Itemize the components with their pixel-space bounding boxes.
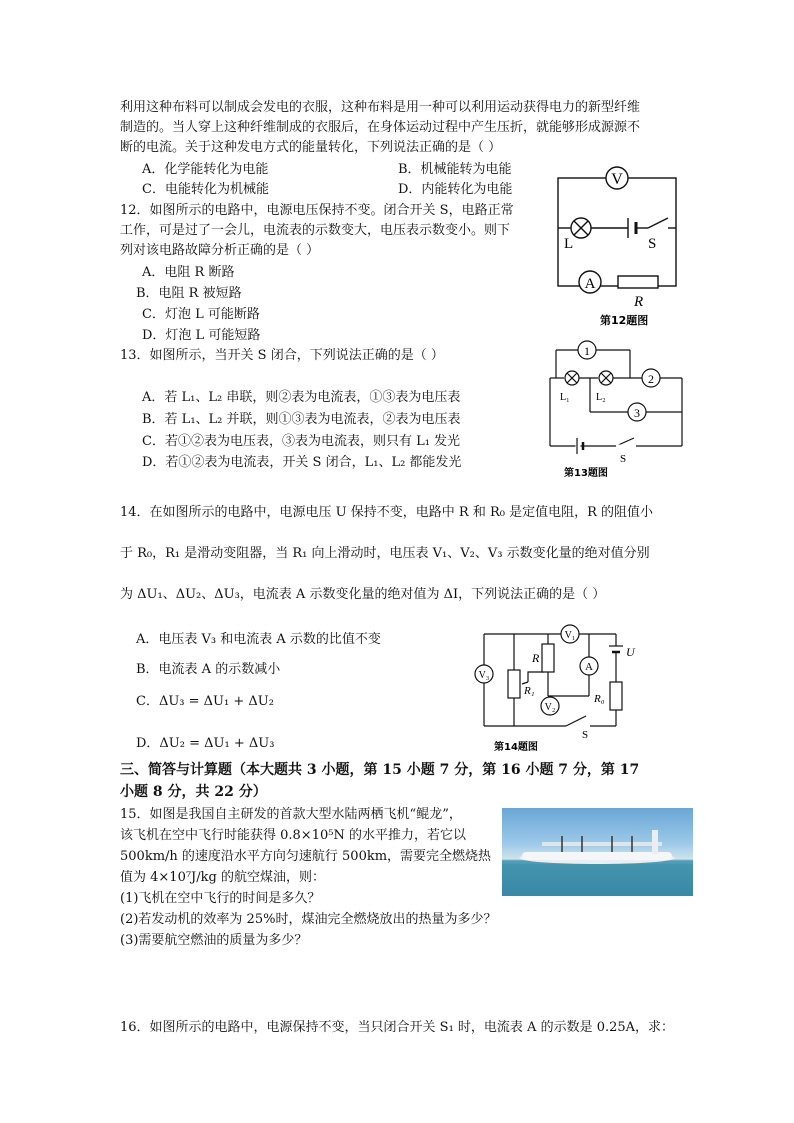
q14-option-b: B．电流表 A 的示数减小: [136, 662, 281, 677]
q12-line-3: 列对该电路故障分析正确的是（ ）: [120, 243, 320, 258]
fig13-switch-label: S: [620, 453, 627, 465]
fig13-meter-1-label: 1: [584, 344, 590, 358]
fig13-l2-label: L₂: [596, 392, 606, 403]
fig12-lamp-label: L: [564, 236, 574, 252]
fig14-v3-label: V₃: [478, 670, 490, 681]
fig14-r-label: R: [532, 651, 540, 665]
fig12-switch-label: S: [648, 236, 657, 252]
q14-option-a: A．电压表 V₃ 和电流表 A 示数的比值不变: [136, 632, 381, 647]
fig14-r0-label: R₀: [594, 693, 605, 705]
fig13-meter-3-label: 3: [634, 406, 640, 420]
q12-line-1: 12．如图所示的电路中，电源电压保持不变。闭合开关 S，电路正常: [120, 203, 514, 218]
fig14-switch-label: S: [582, 729, 589, 741]
q15-line-4: 值为 4×10⁷J/kg 的航空煤油，则：: [120, 870, 325, 885]
fig14-u-label: U: [626, 645, 635, 659]
q15-subq-2: (2)若发动机的效率为 25%时，煤油完全燃烧放出的热量为多少？: [120, 912, 497, 927]
q12-option-d: D．灯泡 L 可能短路: [142, 328, 261, 343]
q12-line-2: 工作，可是过了一会儿，电流表的示数变大，电压表示数变小。则下: [120, 223, 511, 238]
q13-option-a: A．若 L₁、L₂ 串联，则②表为电流表，①③表为电压表: [142, 390, 461, 405]
fig13-l1-label: L₁: [560, 392, 570, 403]
fig13-caption: 第13题图: [564, 468, 608, 479]
q15-subq-1: (1)飞机在空中飞行的时间是多久？: [120, 891, 321, 906]
q12-option-b: B．电阻 R 被短路: [136, 286, 242, 301]
q14-line-1: 14．在如图所示的电路中，电源电压 U 保持不变，电路中 R 和 R₀ 是定值电阻，R 的阻值小: [120, 505, 654, 520]
q15-line-2: 该飞机在空中飞行时能获得 0.8×10⁵N 的水平推力，若它以: [120, 828, 466, 843]
q15-line-3: 500km/h 的速度沿水平方向匀速航行 500km，需要完全燃烧热: [120, 849, 492, 864]
fig14-caption: 第14题图: [494, 742, 538, 753]
fig14-v2-label: V₂: [544, 702, 556, 713]
q11-option-c: C．电能转化为机械能: [142, 182, 269, 197]
q11-option-d: D．内能转化为电能: [398, 182, 513, 197]
q15-subq-3: (3)需要航空燃油的质量为多少？: [120, 933, 308, 948]
q13-option-b: B．若 L₁、L₂ 并联，则①③表为电流表，②表为电压表: [142, 412, 461, 427]
figure-12-circuit: [548, 160, 698, 330]
fig12-caption: 第12题图: [600, 314, 649, 327]
q11-line-2: 制造的。当人穿上这种纤维制成的衣服后，在身体运动过程中产生压折，就能够形成源源不: [120, 120, 641, 135]
figure-13-circuit: [544, 338, 694, 480]
fig12-voltmeter-label: V: [611, 171, 623, 188]
q13-option-d: D．若①②表为电流表，开关 S 闭合，L₁、L₂ 都能发光: [142, 455, 462, 470]
fig12-resistor-label: R: [634, 294, 644, 310]
fig12-ammeter-label: A: [584, 276, 596, 292]
q11-option-a: A．化学能转化为电能: [142, 162, 269, 177]
q14-option-c: C．ΔU₃ = ΔU₁ + ΔU₂: [136, 694, 274, 709]
fig14-r1-label: R₁: [524, 685, 535, 697]
q14-line-3: 为 ΔU₁、ΔU₂、ΔU₃，电流表 A 示数变化量的绝对值为 ΔI，下列说法正确的是（ ）: [120, 587, 606, 602]
q12-option-a: A．电阻 R 断路: [142, 265, 235, 280]
q16-line: 16．如图所示的电路中，电源保持不变，当只闭合开关 S₁ 时，电流表 A 的示数是 0.25A，求：: [120, 1020, 675, 1035]
fig13-meter-2-label: 2: [648, 372, 654, 386]
fig14-v1-label: V₁: [564, 630, 576, 641]
q14-option-d: D．ΔU₂ = ΔU₁ + ΔU₃: [136, 736, 275, 751]
q11-line-3: 断的电流。关于这种发电方式的能量转化，下列说法正确的是（ ）: [120, 140, 502, 155]
section-3-title-line-2: 小题 8 分，共 22 分）: [120, 784, 267, 800]
amphibious-aircraft-photo: [502, 808, 693, 896]
fig14-ammeter-label: A: [585, 661, 593, 673]
q12-option-c: C．灯泡 L 可能断路: [142, 307, 260, 322]
figure-14-circuit: [466, 622, 646, 754]
q13-stem: 13．如图所示，当开关 S 闭合，下列说法正确的是（ ）: [120, 348, 444, 363]
section-3-title-line-1: 三、简答与计算题（本大题共 3 小题，第 15 小题 7 分，第 16 小题 7 分，第 17: [120, 762, 640, 778]
q14-line-2: 于 R₀，R₁ 是滑动变阻器，当 R₁ 向上滑动时，电压表 V₁、V₂、V₃ 示数变化量的绝对值分别: [120, 546, 650, 561]
q11-line-1: 利用这种布料可以制成会发电的衣服，这种布料是用一种可以利用运动获得电力的新型纤维: [120, 100, 641, 115]
q15-line-1: 15．如图是我国自主研发的首款大型水陆两栖飞机“鲲龙”，: [120, 807, 462, 822]
q13-option-c: C．若①②表为电压表，③表为电流表，则只有 L₁ 发光: [142, 434, 461, 449]
q11-option-b: B．机械能转为电能: [398, 162, 512, 177]
